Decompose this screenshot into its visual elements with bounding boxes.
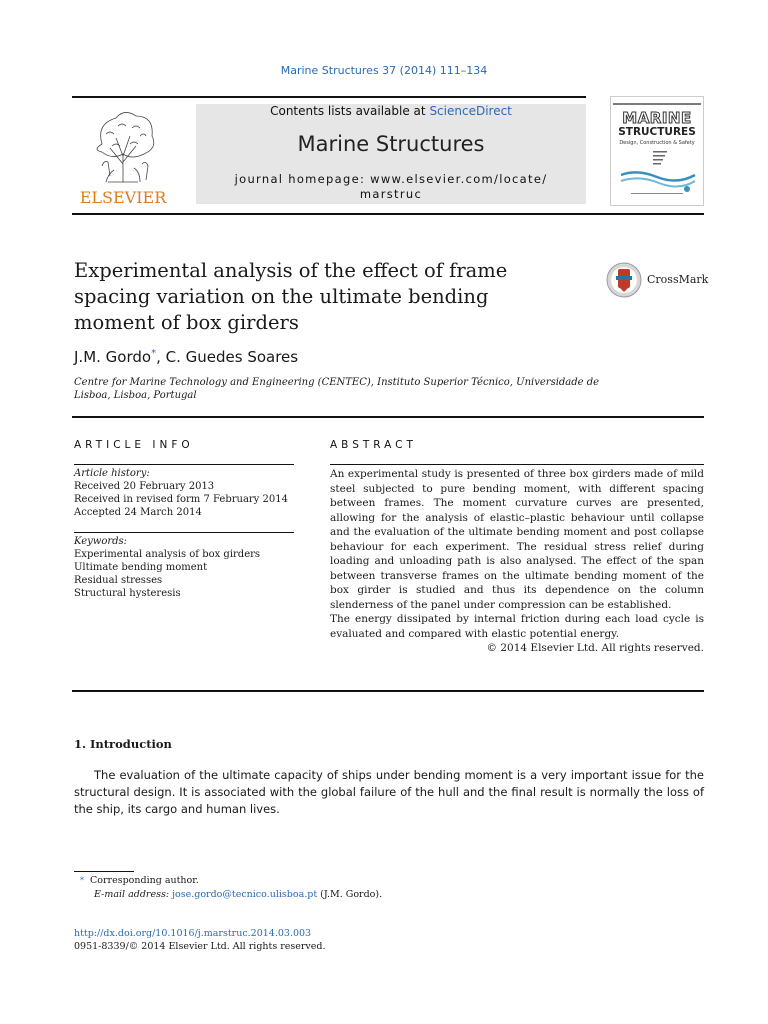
- abstract-copyright: © 2014 Elsevier Ltd. All rights reserved.: [486, 642, 704, 654]
- abstract-heading: ABSTRACT: [330, 439, 417, 451]
- footnote-corresponding: [74, 874, 199, 887]
- keywords-label: Keywords:: [74, 536, 128, 547]
- homepage-line-1: journal homepage: www.elsevier.com/locate/: [234, 172, 548, 186]
- contents-prefix: Contents lists available at: [270, 104, 430, 118]
- history-accepted: Accepted 24 March 2014: [74, 507, 202, 518]
- email-label: E-mail address:: [94, 889, 173, 900]
- corresponding-author-marker[interactable]: *: [151, 348, 157, 359]
- sciencedirect-link[interactable]: ScienceDirect: [429, 104, 512, 118]
- abstract-paragraph-1: An experimental study is presented of three box girders made of mild steel subjected to pure bending moment, with different spacing between frames. The moment curvature curves are presented, allowing for the analysis of elastic–plastic behaviour until collapse and the evaluation of the ultimate bending moment and post collapse behaviour for each experiment. The residual stress relief during loading and unloading path is also analysed. The effect of the span between transverse frames on the ultimate bending moment of the box girder is studied and thus its dependence on the column slenderness of the panel under compression can be established.: [330, 468, 704, 611]
- corresponding-author-note: Corresponding author.: [90, 875, 199, 886]
- keywords-rule: [74, 532, 294, 533]
- journal-cover-thumbnail[interactable]: [610, 96, 704, 206]
- crossmark-icon: [606, 262, 642, 298]
- journal-citation[interactable]: Marine Structures 37 (2014) 111–134: [280, 64, 488, 77]
- article-info-heading: ARTICLE INFO: [74, 439, 194, 451]
- footnote-rule: [74, 871, 134, 872]
- header-top-rule: [72, 96, 586, 98]
- elsevier-logo[interactable]: [72, 104, 174, 206]
- author-gordo[interactable]: J.M. Gordo: [74, 348, 152, 366]
- author-list: [74, 348, 298, 366]
- author-guedes-soares[interactable]: , C. Guedes Soares: [156, 348, 299, 366]
- abstract-bottom-rule: [72, 690, 704, 692]
- keyword-item: Experimental analysis of box girders: [74, 549, 261, 560]
- journal-header-box: [196, 104, 586, 204]
- article-info-rule: [74, 464, 294, 465]
- homepage-line-2: marstruc: [359, 187, 423, 201]
- header-bottom-rule: [72, 213, 704, 215]
- article-title: Experimental analysis of the effect of frame spacing variation on the ultimate bending moment of box girders: [74, 259, 508, 334]
- cover-rule: [613, 103, 701, 105]
- crossmark-label: CrossMark: [647, 273, 709, 286]
- abstract-paragraph-2: The energy dissipated by internal friction during each load cycle is evaluated and compared with elastic potential energy.: [330, 613, 704, 640]
- journal-homepage[interactable]: [196, 172, 586, 202]
- abstract-rule: [330, 464, 704, 465]
- keyword-item: Residual stresses: [74, 575, 163, 586]
- affiliation-rule: [72, 416, 704, 418]
- crossmark-badge[interactable]: [606, 262, 709, 298]
- introduction-heading: 1. Introduction: [74, 737, 172, 751]
- elsevier-tree-icon: [72, 104, 174, 206]
- history-label: Article history:: [74, 468, 150, 479]
- issn-copyright: 0951-8339/© 2014 Elsevier Ltd. All rights reserved.: [74, 941, 326, 952]
- email-suffix: (J.M. Gordo).: [317, 889, 383, 900]
- journal-name[interactable]: Marine Structures: [297, 132, 485, 156]
- elsevier-wordmark: ELSEVIER: [79, 188, 167, 206]
- keyword-item: Structural hysteresis: [74, 588, 181, 599]
- cover-artwork-icon: [617, 149, 697, 199]
- cover-title-line-2: STRUCTURES: [618, 126, 696, 138]
- article-history: [74, 467, 294, 519]
- history-revised: Received in revised form 7 February 2014: [74, 494, 288, 505]
- footnote-star: *: [80, 876, 84, 885]
- introduction-paragraph: The evaluation of the ultimate capacity of ships under bending moment is a very important issue for the structural design. It is associated with the global failure of the hull and the final result is normally the loss of the ship, its cargo and human lives.: [74, 768, 704, 816]
- keywords-block: [74, 535, 294, 600]
- cover-subtitle: Design, Construction & Safety: [619, 140, 695, 146]
- cover-title-line-1: MARINE: [622, 109, 692, 127]
- keyword-item: Ultimate bending moment: [74, 562, 208, 573]
- email-link[interactable]: jose.gordo@tecnico.ulisboa.pt: [172, 889, 318, 900]
- history-received: Received 20 February 2013: [74, 481, 215, 492]
- affiliation: Centre for Marine Technology and Engineering (CENTEC), Instituto Superior Técnico, Universidade de Lisboa, Lisboa, Portugal: [74, 377, 600, 401]
- abstract-body: [330, 467, 704, 656]
- doi-link[interactable]: http://dx.doi.org/10.1016/j.marstruc.2014.03.003: [74, 928, 312, 939]
- footnote-email: [94, 888, 382, 901]
- contents-line: [196, 104, 586, 118]
